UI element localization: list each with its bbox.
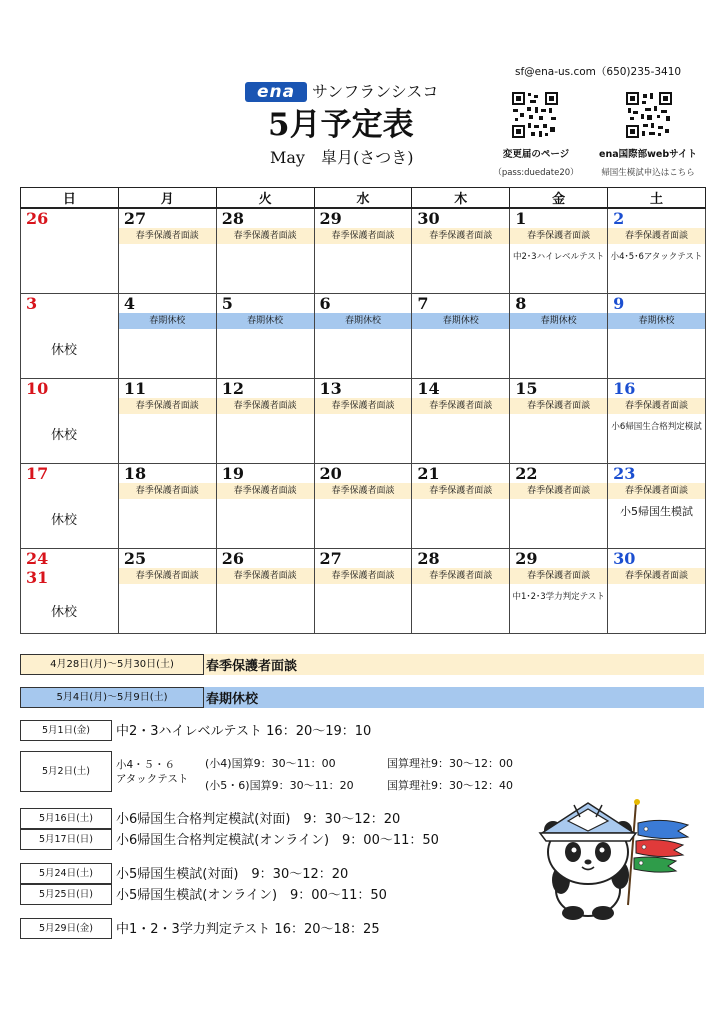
day-number: 26 (221, 549, 244, 568)
calendar-day (21, 464, 119, 549)
closed-label: 休校 (51, 428, 78, 443)
calendar-day (118, 464, 216, 549)
spring-holiday-bar (20, 687, 704, 708)
schedule-date: 5月1日(金) (20, 720, 112, 741)
ena-website-qr-code[interactable] (624, 90, 674, 140)
calendar-day (216, 464, 314, 549)
weekday-fri: 金 (510, 188, 608, 209)
schedule-date: 5月24日(土) (20, 863, 112, 884)
day-note: 中2･3ハイレベルテスト (513, 252, 605, 262)
day-number: 30 (417, 209, 440, 228)
change-form-qr-code[interactable] (510, 90, 560, 140)
weekday-wed: 水 (314, 188, 412, 209)
event-spring-meeting: 春季保護者面談 (315, 398, 412, 414)
day-number: 21 (417, 464, 440, 483)
qr1-label: 変更届のページ (502, 149, 570, 160)
qr2-label: ena国際部webサイト (599, 149, 697, 160)
schedule-text: 小6帰国生合格判定模試(オンライン) 9：00〜11：50 (116, 833, 439, 848)
day-number: 14 (417, 379, 440, 398)
day-number: 29 (319, 209, 342, 228)
calendar-day (118, 208, 216, 294)
page-title: 5月予定表 (268, 107, 414, 143)
page-subtitle: May 皐月(さつき) (270, 148, 414, 167)
calendar-day (608, 464, 706, 549)
calendar-day (314, 208, 412, 294)
may-calendar (20, 187, 706, 635)
day-number: 9 (613, 294, 625, 313)
day-number: 27 (319, 549, 342, 568)
day-number: 29 (515, 549, 538, 568)
event-spring-holiday: 春期休校 (412, 313, 509, 329)
calendar-week (21, 379, 706, 464)
schedule-date: 5月17日(日) (20, 829, 112, 850)
event-spring-meeting: 春季保護者面談 (608, 228, 705, 244)
event-spring-meeting: 春季保護者面談 (217, 228, 314, 244)
attack-test-label: 小4・５・６ (116, 759, 176, 771)
day-number: 6 (319, 294, 331, 313)
event-spring-meeting: 春季保護者面談 (510, 568, 607, 584)
ena-logo: ena (245, 82, 307, 102)
schedule-date: 5月2日(土) (20, 751, 112, 792)
schedule-text: (小4)国算9：30〜11：00 (205, 757, 336, 770)
event-spring-meeting: 春季保護者面談 (510, 228, 607, 244)
calendar-day (314, 294, 412, 379)
event-spring-meeting: 春季保護者面談 (315, 568, 412, 584)
event-spring-meeting: 春季保護者面談 (217, 398, 314, 414)
calendar-week (21, 208, 706, 294)
calendar-day (216, 549, 314, 634)
event-spring-meeting: 春季保護者面談 (119, 568, 216, 584)
event-spring-meeting: 春季保護者面談 (217, 483, 314, 499)
calendar-day (314, 379, 412, 464)
day-number: 24 (26, 549, 49, 568)
calendar-day (314, 549, 412, 634)
schedule-date: 5月16日(土) (20, 808, 112, 829)
event-spring-meeting: 春季保護者面談 (412, 568, 509, 584)
weekday-thu: 木 (412, 188, 510, 209)
event-spring-meeting: 春季保護者面談 (510, 398, 607, 414)
day-number: 5 (221, 294, 233, 313)
calendar-week (21, 549, 706, 634)
day-number: 17 (26, 464, 49, 483)
calendar-day (216, 208, 314, 294)
schedule-text: 小6帰国生合格判定模試(対面) 9：30〜12：20 (116, 812, 401, 827)
calendar-day (118, 379, 216, 464)
day-number: 19 (221, 464, 244, 483)
calendar-day (216, 294, 314, 379)
day-number: 8 (515, 294, 527, 313)
event-spring-meeting: 春季保護者面談 (119, 228, 216, 244)
day-number: 26 (26, 209, 49, 228)
calendar-day (412, 208, 510, 294)
day-number: 4 (123, 294, 135, 313)
qr2-note: 帰国生模試申込はこちら (601, 168, 695, 178)
event-spring-holiday: 春期休校 (217, 313, 314, 329)
event-spring-meeting: 春季保護者面談 (608, 568, 705, 584)
closed-label: 休校 (51, 605, 78, 620)
day-number: 12 (221, 379, 244, 398)
event-spring-meeting: 春季保護者面談 (412, 398, 509, 414)
school-name: サンフランシスコ (312, 82, 439, 101)
event-spring-meeting: 春季保護者面談 (119, 483, 216, 499)
event-spring-meeting: 春季保護者面談 (412, 228, 509, 244)
calendar-day (314, 464, 412, 549)
calendar-day (510, 379, 608, 464)
schedule-date: 5月29日(金) (20, 918, 112, 939)
day-note: 小6帰国生合格判定模試 (611, 422, 702, 432)
day-number: 2 (613, 209, 625, 228)
calendar-week (21, 464, 706, 549)
event-spring-meeting: 春季保護者面談 (412, 483, 509, 499)
day-note: 中1･2･3学力判定テスト (512, 592, 605, 602)
day-number: 11 (123, 379, 147, 398)
schedule-text: 小5帰国生模試(オンライン) 9：00〜11：50 (116, 888, 387, 903)
day-note: 小4･5･6アタックテスト (610, 252, 703, 262)
day-number: 27 (123, 209, 147, 228)
closed-label: 休校 (51, 343, 78, 358)
spring-meeting-title: 春季保護者面談 (206, 659, 298, 674)
schedule-text: 中2・3ハイレベルテスト 16：20〜19：10 (116, 724, 372, 739)
calendar-day (510, 294, 608, 379)
contact-info: sf@ena-us.com（650)235-3410 (515, 66, 682, 78)
qr1-password: （pass:duedate20） (493, 168, 579, 178)
weekday-mon: 月 (118, 188, 216, 209)
day-number: 16 (613, 379, 636, 398)
event-spring-meeting: 春季保護者面談 (315, 228, 412, 244)
spring-holiday-title: 春期休校 (206, 692, 259, 707)
closed-label: 休校 (51, 513, 78, 528)
schedule-text: 国算理社9：30〜12：40 (387, 779, 513, 792)
spring-holiday-range: 5月4日(月)〜5月9日(土) (20, 687, 204, 708)
day-number: 3 (26, 294, 38, 313)
day-number: 20 (319, 464, 342, 483)
calendar-day (21, 294, 119, 379)
calendar-day (412, 294, 510, 379)
day-number: 30 (613, 549, 636, 568)
calendar-day (216, 379, 314, 464)
calendar-day (412, 379, 510, 464)
event-spring-holiday: 春期休校 (510, 313, 607, 329)
day-number: 25 (123, 549, 147, 568)
calendar-day (510, 549, 608, 634)
day-number: 18 (123, 464, 147, 483)
weekday-sat: 土 (608, 188, 706, 209)
calendar-day (510, 464, 608, 549)
calendar-day (21, 379, 119, 464)
spring-meeting-range: 4月28日(月)〜5月30日(土) (20, 654, 204, 675)
event-spring-holiday: 春期休校 (315, 313, 412, 329)
calendar-day (510, 208, 608, 294)
calendar-day (608, 379, 706, 464)
calendar-day (118, 294, 216, 379)
calendar-day (412, 549, 510, 634)
event-spring-meeting: 春季保護者面談 (119, 398, 216, 414)
day-number: 23 (613, 464, 636, 483)
day-number: 13 (319, 379, 342, 398)
calendar-day (21, 208, 119, 294)
schedule-date: 5月25日(日) (20, 884, 112, 905)
calendar-week (21, 294, 706, 379)
schedule-text: 中1・2・3学力判定テスト 16：20〜18：25 (116, 922, 380, 937)
event-spring-meeting: 春季保護者面談 (608, 483, 705, 499)
event-spring-meeting: 春季保護者面談 (217, 568, 314, 584)
day-number: 28 (221, 209, 244, 228)
event-spring-meeting: 春季保護者面談 (510, 483, 607, 499)
calendar-day (608, 549, 706, 634)
event-spring-meeting: 春季保護者面談 (315, 483, 412, 499)
event-spring-holiday: 春期休校 (608, 313, 705, 329)
calendar-day (118, 549, 216, 634)
schedule-text: (小5・6)国算9：30〜11：20 (205, 779, 354, 792)
calendar-day (608, 208, 706, 294)
schedule-text: 小5帰国生模試(対面) 9：30〜12：20 (116, 867, 349, 882)
day-number: 7 (417, 294, 429, 313)
spring-meeting-bar (20, 654, 704, 675)
day-number: 31 (26, 568, 49, 587)
panda-mascot-illustration (528, 795, 708, 920)
calendar-day (21, 549, 119, 634)
weekday-header-row (21, 188, 706, 209)
attack-test-label: アタックテスト (116, 773, 189, 785)
event-spring-holiday: 春期休校 (119, 313, 216, 329)
weekday-sun: 日 (21, 188, 119, 209)
day-number: 10 (26, 379, 49, 398)
weekday-tue: 火 (216, 188, 314, 209)
calendar-day (412, 464, 510, 549)
day-number: 22 (515, 464, 538, 483)
schedule-text: 国算理社9：30〜12：00 (387, 757, 513, 770)
day-number: 28 (417, 549, 440, 568)
event-spring-meeting: 春季保護者面談 (608, 398, 705, 414)
day-note: 小5帰国生模試 (620, 505, 694, 518)
calendar-day (608, 294, 706, 379)
day-number: 1 (515, 209, 527, 228)
day-number: 15 (515, 379, 538, 398)
